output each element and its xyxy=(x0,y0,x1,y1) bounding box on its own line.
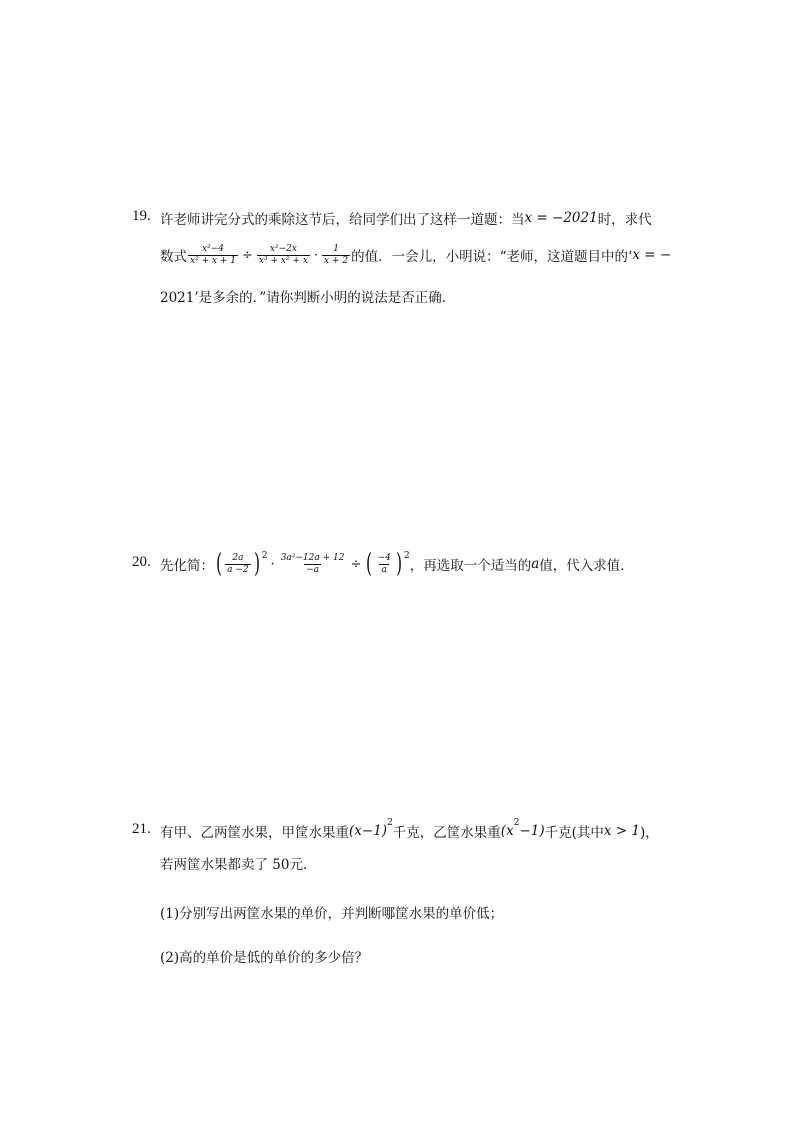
exponent: 2 xyxy=(513,818,520,828)
fraction xyxy=(376,553,393,576)
right-paren: ) xyxy=(395,549,402,579)
math-expression: x = −2021 xyxy=(524,210,598,226)
problem-21-line-2 xyxy=(160,853,316,873)
text: 的值．一会儿，小明说：“老师，这道题目中的‘ xyxy=(351,249,633,265)
problem-19 xyxy=(132,208,672,308)
numerator: 1 xyxy=(333,243,339,254)
problem-21-line-1 xyxy=(160,820,659,842)
numerator: 2a xyxy=(232,552,244,563)
math-expression: x > 1 xyxy=(603,823,640,839)
problem-21-subquestion-2 xyxy=(160,946,368,966)
text: 数式 xyxy=(160,249,187,265)
numerator: x²−4 xyxy=(202,243,224,254)
text: 千克(其中 xyxy=(544,825,604,841)
multiply-symbol: · xyxy=(270,556,275,572)
numerator: x²−2x xyxy=(269,243,297,254)
math-variable: a xyxy=(531,556,540,572)
exponent: 2 xyxy=(261,551,268,561)
denominator: x + 2 xyxy=(324,255,349,266)
denominator: x² + x + 1 xyxy=(190,255,237,266)
math-expression: (x xyxy=(500,823,514,839)
problem-21-subquestion-1 xyxy=(160,902,503,922)
math-expression: (x−1) xyxy=(349,823,388,839)
text: 先化简： xyxy=(160,558,214,574)
problem-number: 20. xyxy=(132,554,151,570)
divide-symbol: ÷ xyxy=(350,556,362,572)
problem-19-line-1 xyxy=(160,208,652,228)
numerator: 3a²−12a + 12 xyxy=(280,552,345,563)
left-paren: ( xyxy=(216,549,223,579)
problem-number: 21. xyxy=(132,821,151,837)
fraction xyxy=(257,244,310,267)
problem-number: 19. xyxy=(132,208,151,224)
text: 值，代入求值． xyxy=(539,558,634,574)
divide-symbol: ÷ xyxy=(242,247,253,263)
problem-19-line-3 xyxy=(160,286,455,306)
text: 时，求代 xyxy=(597,212,652,228)
math-expression: x = − xyxy=(632,247,672,263)
text: 若两筐水果都卖了 50元． xyxy=(160,857,317,873)
problem-19-line-2 xyxy=(160,240,671,270)
exponent: 2 xyxy=(387,818,393,828)
left-paren: ( xyxy=(366,549,373,579)
text: 2021’是多余的．”请你判断小明的说法是否正确． xyxy=(160,290,456,306)
denominator: x³ + x² + x xyxy=(258,255,308,266)
text: ，再选取一个适当的 xyxy=(409,558,532,574)
text: )， xyxy=(639,825,659,841)
text: 有甲、乙两筐水果，甲筐水果重 xyxy=(160,825,349,841)
fraction xyxy=(279,553,347,576)
fraction xyxy=(225,553,251,576)
text: (2)高的单价是低的单价的多少倍？ xyxy=(160,950,369,966)
problem-20-line-1 xyxy=(160,548,634,580)
numerator: −4 xyxy=(377,552,391,563)
math-expression: −1) xyxy=(519,823,545,839)
right-paren: ) xyxy=(253,549,260,579)
denominator: a −2 xyxy=(227,564,249,575)
text: 许老师讲完分式的乘除这节后，给同学们出了这样一道题：当 xyxy=(160,212,525,228)
problem-21 xyxy=(132,820,672,970)
text: 千克，乙筐水果重 xyxy=(392,825,501,841)
denominator: −a xyxy=(306,564,320,575)
text: (1)分别写出两筐水果的单价，并判断哪筐水果的单价低； xyxy=(160,906,504,922)
exponent: 2 xyxy=(403,551,410,561)
fraction xyxy=(322,244,350,267)
denominator: a xyxy=(381,564,387,575)
fraction xyxy=(188,244,238,267)
multiply-symbol: · xyxy=(313,247,319,263)
problem-20 xyxy=(132,548,672,582)
